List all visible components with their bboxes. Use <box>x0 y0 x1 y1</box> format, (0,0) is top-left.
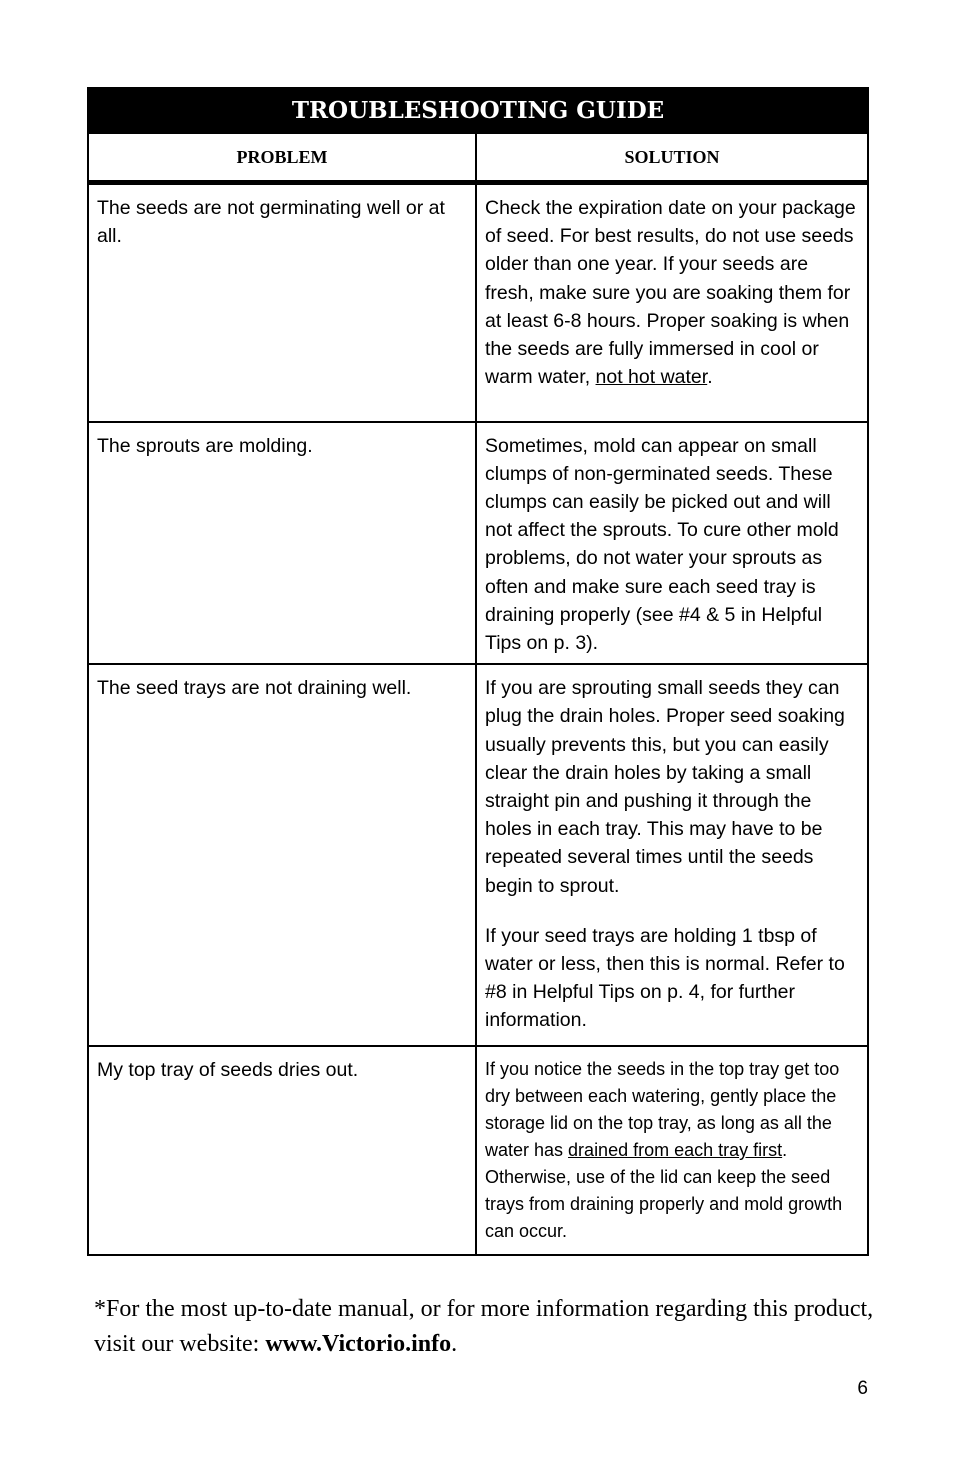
problem-cell: The sprouts are molding. <box>88 422 476 665</box>
table-row <box>88 422 868 665</box>
solution-text: If you notice the seeds in the top tray get too dry between each watering, gently place the storage lid on the top tray, as long as all the water has <box>485 1059 840 1161</box>
solution-text: Check the expiration date on your package of seed. For best results, do not use seeds older than one year. If your seeds are fresh, make sure you are soaking them for at least 6-8 hours. Proper soaking is when the seeds are fully immersed in cool or warm water, <box>485 197 856 389</box>
problem-cell: The seeds are not germinating well or at all. <box>88 183 476 422</box>
solution-text-end: . <box>707 366 713 389</box>
column-header-problem: PROBLEM <box>88 133 476 183</box>
footnote <box>94 1292 874 1362</box>
page-number: 6 <box>857 1378 868 1399</box>
solution-paragraph: If you are sprouting small seeds they can plug the drain holes. Proper seed soaking usually prevents this, but you can easily clear the drain holes by taking a small straight pin and pushing it through the holes in each tray. This may have to be repeated several times until the seeds begin to sprout. <box>485 677 845 897</box>
problem-cell: My top tray of seeds dries out. <box>88 1046 476 1255</box>
table-row <box>88 1046 868 1255</box>
solution-cell <box>476 1046 868 1255</box>
footnote-end: . <box>451 1331 458 1357</box>
solution-text-end: . Otherwise, use of the lid can keep the seed trays from draining properly and mold growth can occur. <box>485 1140 843 1242</box>
solution-paragraph: If your seed trays are holding 1 tbsp of water or less, then this is normal. Refer to #8 in Helpful Tips on p. 4, for further information. <box>485 924 845 1032</box>
table-row <box>88 664 868 1046</box>
solution-cell: Sometimes, mold can appear on small clumps of non-germinated seeds. These clumps can easily be picked out and will not affect the sprouts. To cure other mold problems, do not water your sprouts as often and make sure each seed tray is draining properly (see #4 & 5 in Helpful Tips on p. 3). <box>476 422 868 665</box>
website-link[interactable]: www.Victorio.info <box>265 1331 452 1357</box>
troubleshooting-table <box>87 87 869 1256</box>
solution-emphasis: drained from each tray first <box>568 1140 783 1161</box>
column-header-solution: SOLUTION <box>476 133 868 183</box>
table-row <box>88 183 868 422</box>
solution-cell <box>476 183 868 422</box>
solution-emphasis: not hot water <box>595 366 708 389</box>
problem-cell: The seed trays are not draining well. <box>88 664 476 1046</box>
solution-cell <box>476 664 868 1046</box>
table-title: TROUBLESHOOTING GUIDE <box>88 88 868 133</box>
footnote-text: *For the most up-to-date manual, or for more information regarding this product, visit our website: <box>94 1296 874 1357</box>
